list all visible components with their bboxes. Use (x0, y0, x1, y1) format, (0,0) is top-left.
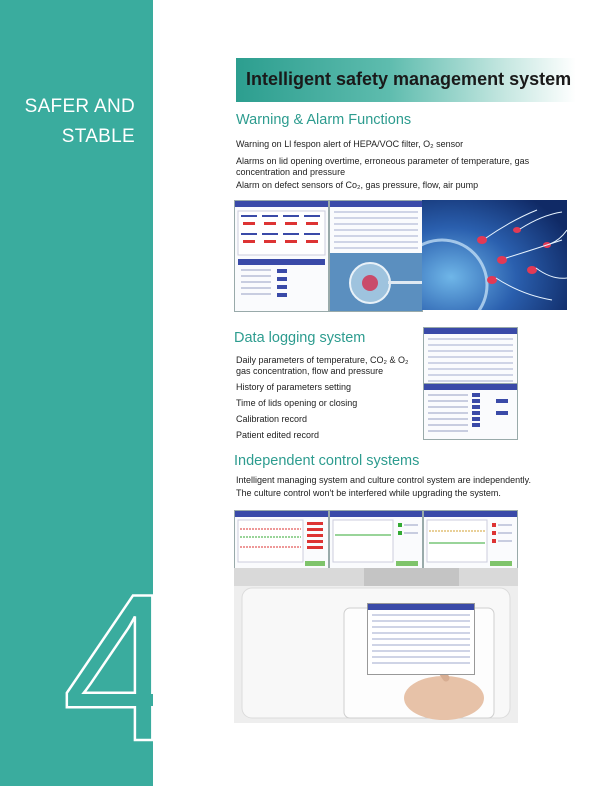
control-chart-3 (424, 517, 517, 569)
side-title (25, 92, 135, 152)
logging-line-3: Time of lids opening or closing (236, 398, 358, 408)
alarm-screen-left (234, 200, 329, 312)
side-title-line1: SAFER AND (24, 96, 135, 117)
data-log-table-graphic (424, 390, 517, 439)
control-chart-2 (330, 517, 422, 569)
tablet-screen (367, 603, 475, 675)
big-number-text: 4 (62, 560, 179, 760)
sperm-egg-photo (422, 200, 567, 310)
independent-heading: Independent control systems (234, 453, 420, 469)
warning-heading: Warning & Alarm Functions (236, 112, 412, 128)
independent-line-2: The culture control won't be interfered while upgrading the system. (236, 488, 501, 498)
warning-line-1: Warning on Ll fespon alert of HEPA/VOC filter, O₂ sensor (236, 139, 464, 149)
embryo-image (330, 253, 422, 311)
logging-heading: Data logging system (234, 330, 366, 346)
data-log-screen-top (423, 327, 518, 384)
control-screen-2 (329, 510, 423, 570)
alarm-screen-graphic (235, 207, 328, 311)
warning-line-3: Alarm on defect sensors of Co₂, gas pressure, flow, air pump (236, 180, 479, 190)
big-number-four (62, 560, 262, 760)
logging-line-1: Daily parameters of temperature, CO₂ & O₂ gas concentration, flow and pressure (236, 355, 409, 376)
alarm-log-screen (329, 200, 423, 312)
control-screen-3 (423, 510, 518, 570)
control-chart-1 (235, 517, 328, 569)
side-title-line2: STABLE (61, 126, 135, 147)
logging-line-2: History of parameters setting (236, 382, 352, 392)
control-screen-1 (234, 510, 329, 570)
banner-title: Intelligent safety management system (246, 69, 572, 89)
independent-line-1: Intelligent managing system and culture control system are independently. (236, 475, 531, 485)
warning-line-2: Alarms on lid opening overtime, erroneous parameter of temperature, gas concentration and pressure (236, 156, 530, 177)
section-banner (236, 58, 576, 102)
logging-line-5: Patient edited record (236, 430, 320, 440)
logging-line-4: Calibration record (236, 414, 308, 424)
data-log-screen-bottom (423, 383, 518, 440)
